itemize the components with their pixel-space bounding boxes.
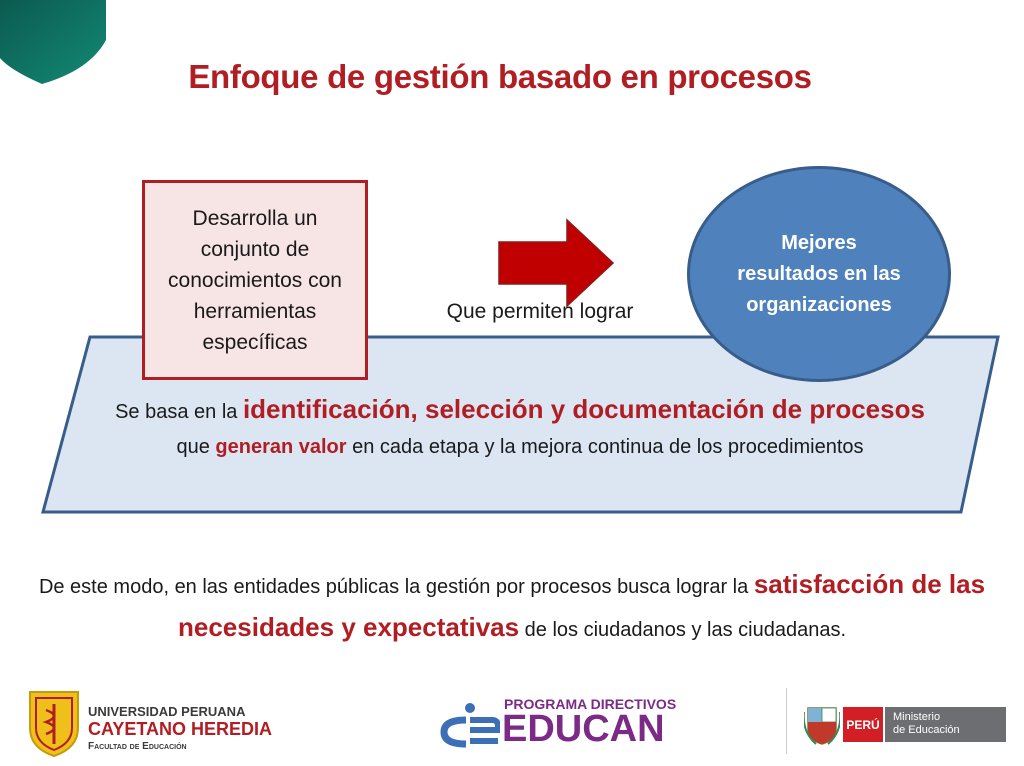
knowledge-box [142, 180, 368, 380]
process-statement-part2: que [176, 436, 216, 458]
process-statement [110, 392, 930, 465]
connector-label: Que permiten lograr [446, 300, 634, 323]
upch-line1: UNIVERSIDAD PERUANA [88, 704, 246, 719]
conclusion-highlight: satisfacción de las necesidades y expectativas [178, 569, 986, 642]
educan-name: EDUCAN [502, 708, 665, 750]
process-statement-highlight2: generan valor [215, 436, 347, 458]
logo-divider [786, 688, 787, 754]
educan-subtitle: PROGRAMA DIRECTIVOS [504, 696, 677, 712]
conclusion-part1: De este modo, en las entidades públicas la gestión por procesos busca lograr la [38, 576, 754, 598]
slide-title: Enfoque de gestión basado en procesos [188, 58, 812, 95]
right-arrow-icon [497, 218, 615, 308]
upch-logo [26, 688, 286, 758]
process-statement-highlight1: identificación, selección y documentación de procesos [242, 394, 925, 424]
university-crest-icon [26, 688, 82, 758]
upch-line3: Facultad de Educación [88, 741, 187, 752]
peru-badge: PERÚ [843, 707, 883, 742]
conclusion-text [10, 564, 1014, 650]
results-ellipse-text: Mejores resultados en las organizaciones [737, 231, 901, 316]
upch-line2: CAYETANO HEREDIA [88, 719, 273, 739]
knowledge-box-text: Desarrolla un conjunto de conocimientos con herramientas específicas [168, 206, 342, 354]
process-statement-part1: Se basa en la [115, 401, 243, 423]
peru-shield-icon [804, 702, 840, 746]
educan-ce-icon [440, 702, 500, 748]
process-statement-part3: en cada etapa y la mejora continua de los procedimientos [346, 436, 864, 458]
minedu-logo [786, 688, 1008, 758]
results-ellipse [687, 166, 951, 382]
educan-logo [440, 694, 677, 754]
ministry-name: Ministerio de Educación [885, 707, 1006, 742]
conclusion-part2: de los ciudadanos y las ciudadanas. [519, 619, 846, 641]
